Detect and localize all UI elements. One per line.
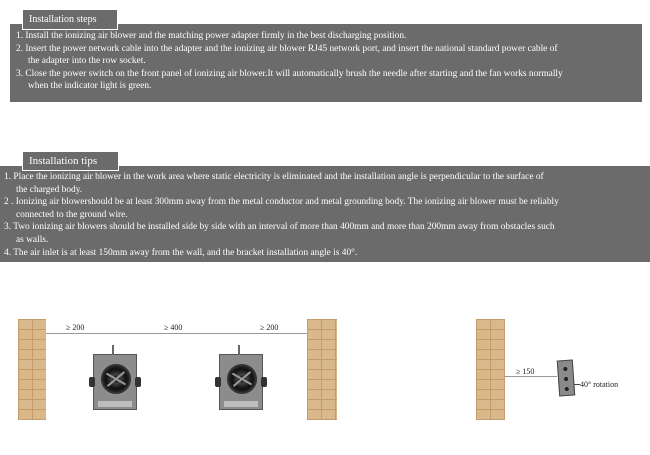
tip-item-3: 3. Two ionizing air blowers should be installed side by side with an interval of more than 400mm and more than 200mm away from obstacles such as walls.	[4, 222, 555, 245]
step-item-2: 2. Insert the power network cable into the adapter and the ionizing air blower RJ45 network port, and insert the national standard power cable of the adapter into the row socket.	[16, 43, 558, 67]
fan-icon	[101, 364, 131, 394]
cable	[112, 345, 114, 355]
left-wall	[18, 319, 46, 420]
step-item-3: 3. Close the power switch on the front panel of ionizing air blower.It will automatically brush the needle after starting and the fan works normally when the indicator light is green.	[16, 68, 563, 92]
knob-icon	[215, 377, 221, 387]
rotation-label: 40° rotation	[580, 380, 619, 389]
installation-tips-panel	[0, 166, 650, 262]
knob-icon	[89, 377, 95, 387]
ionizing-air-blower-right	[219, 354, 263, 410]
cable	[238, 345, 240, 355]
installation-tips-heading: Installation tips	[22, 151, 119, 171]
knob-icon	[261, 377, 267, 387]
tip-item-2: 2 . Ionizing air blowershould be at least 300mm away from the metal conductor and metal grounding body. The ionizing air blower must be reliably connected to the ground wire.	[4, 197, 559, 220]
ionizing-air-blower-side	[557, 359, 575, 396]
base	[224, 401, 258, 407]
left-gap-label: ≥ 200	[66, 323, 85, 332]
screw-icon	[565, 387, 569, 391]
side-dimension-line	[505, 376, 557, 377]
knob-icon	[135, 377, 141, 387]
fan-icon	[227, 364, 257, 394]
installation-steps-heading: Installation steps	[22, 9, 118, 30]
middle-gap-label: ≥ 400	[164, 323, 183, 332]
right-wall	[307, 319, 337, 420]
side-wall	[476, 319, 505, 420]
installation-steps-panel	[10, 24, 642, 102]
dimension-line	[46, 333, 307, 334]
screw-icon	[564, 377, 568, 381]
tip-item-1: 1. Place the ionizing air blower in the work area where static electricity is eliminated and the installation angle is perpendicular to the surface of the charged body.	[4, 172, 544, 195]
base	[98, 401, 132, 407]
tip-item-4: 4. The air inlet is at least 150mm away from the wall, and the bracket installation angle is 40°.	[4, 247, 358, 258]
screw-icon	[563, 367, 567, 371]
steps-list	[16, 30, 634, 93]
ionizing-air-blower-left	[93, 354, 137, 410]
right-gap-label: ≥ 200	[260, 323, 279, 332]
step-item-1: 1. Install the ionizing air blower and the matching power adapter firmly in the best discharging position.	[16, 31, 407, 41]
tips-list	[4, 171, 642, 259]
wall-gap-label: ≥ 150	[516, 367, 535, 376]
